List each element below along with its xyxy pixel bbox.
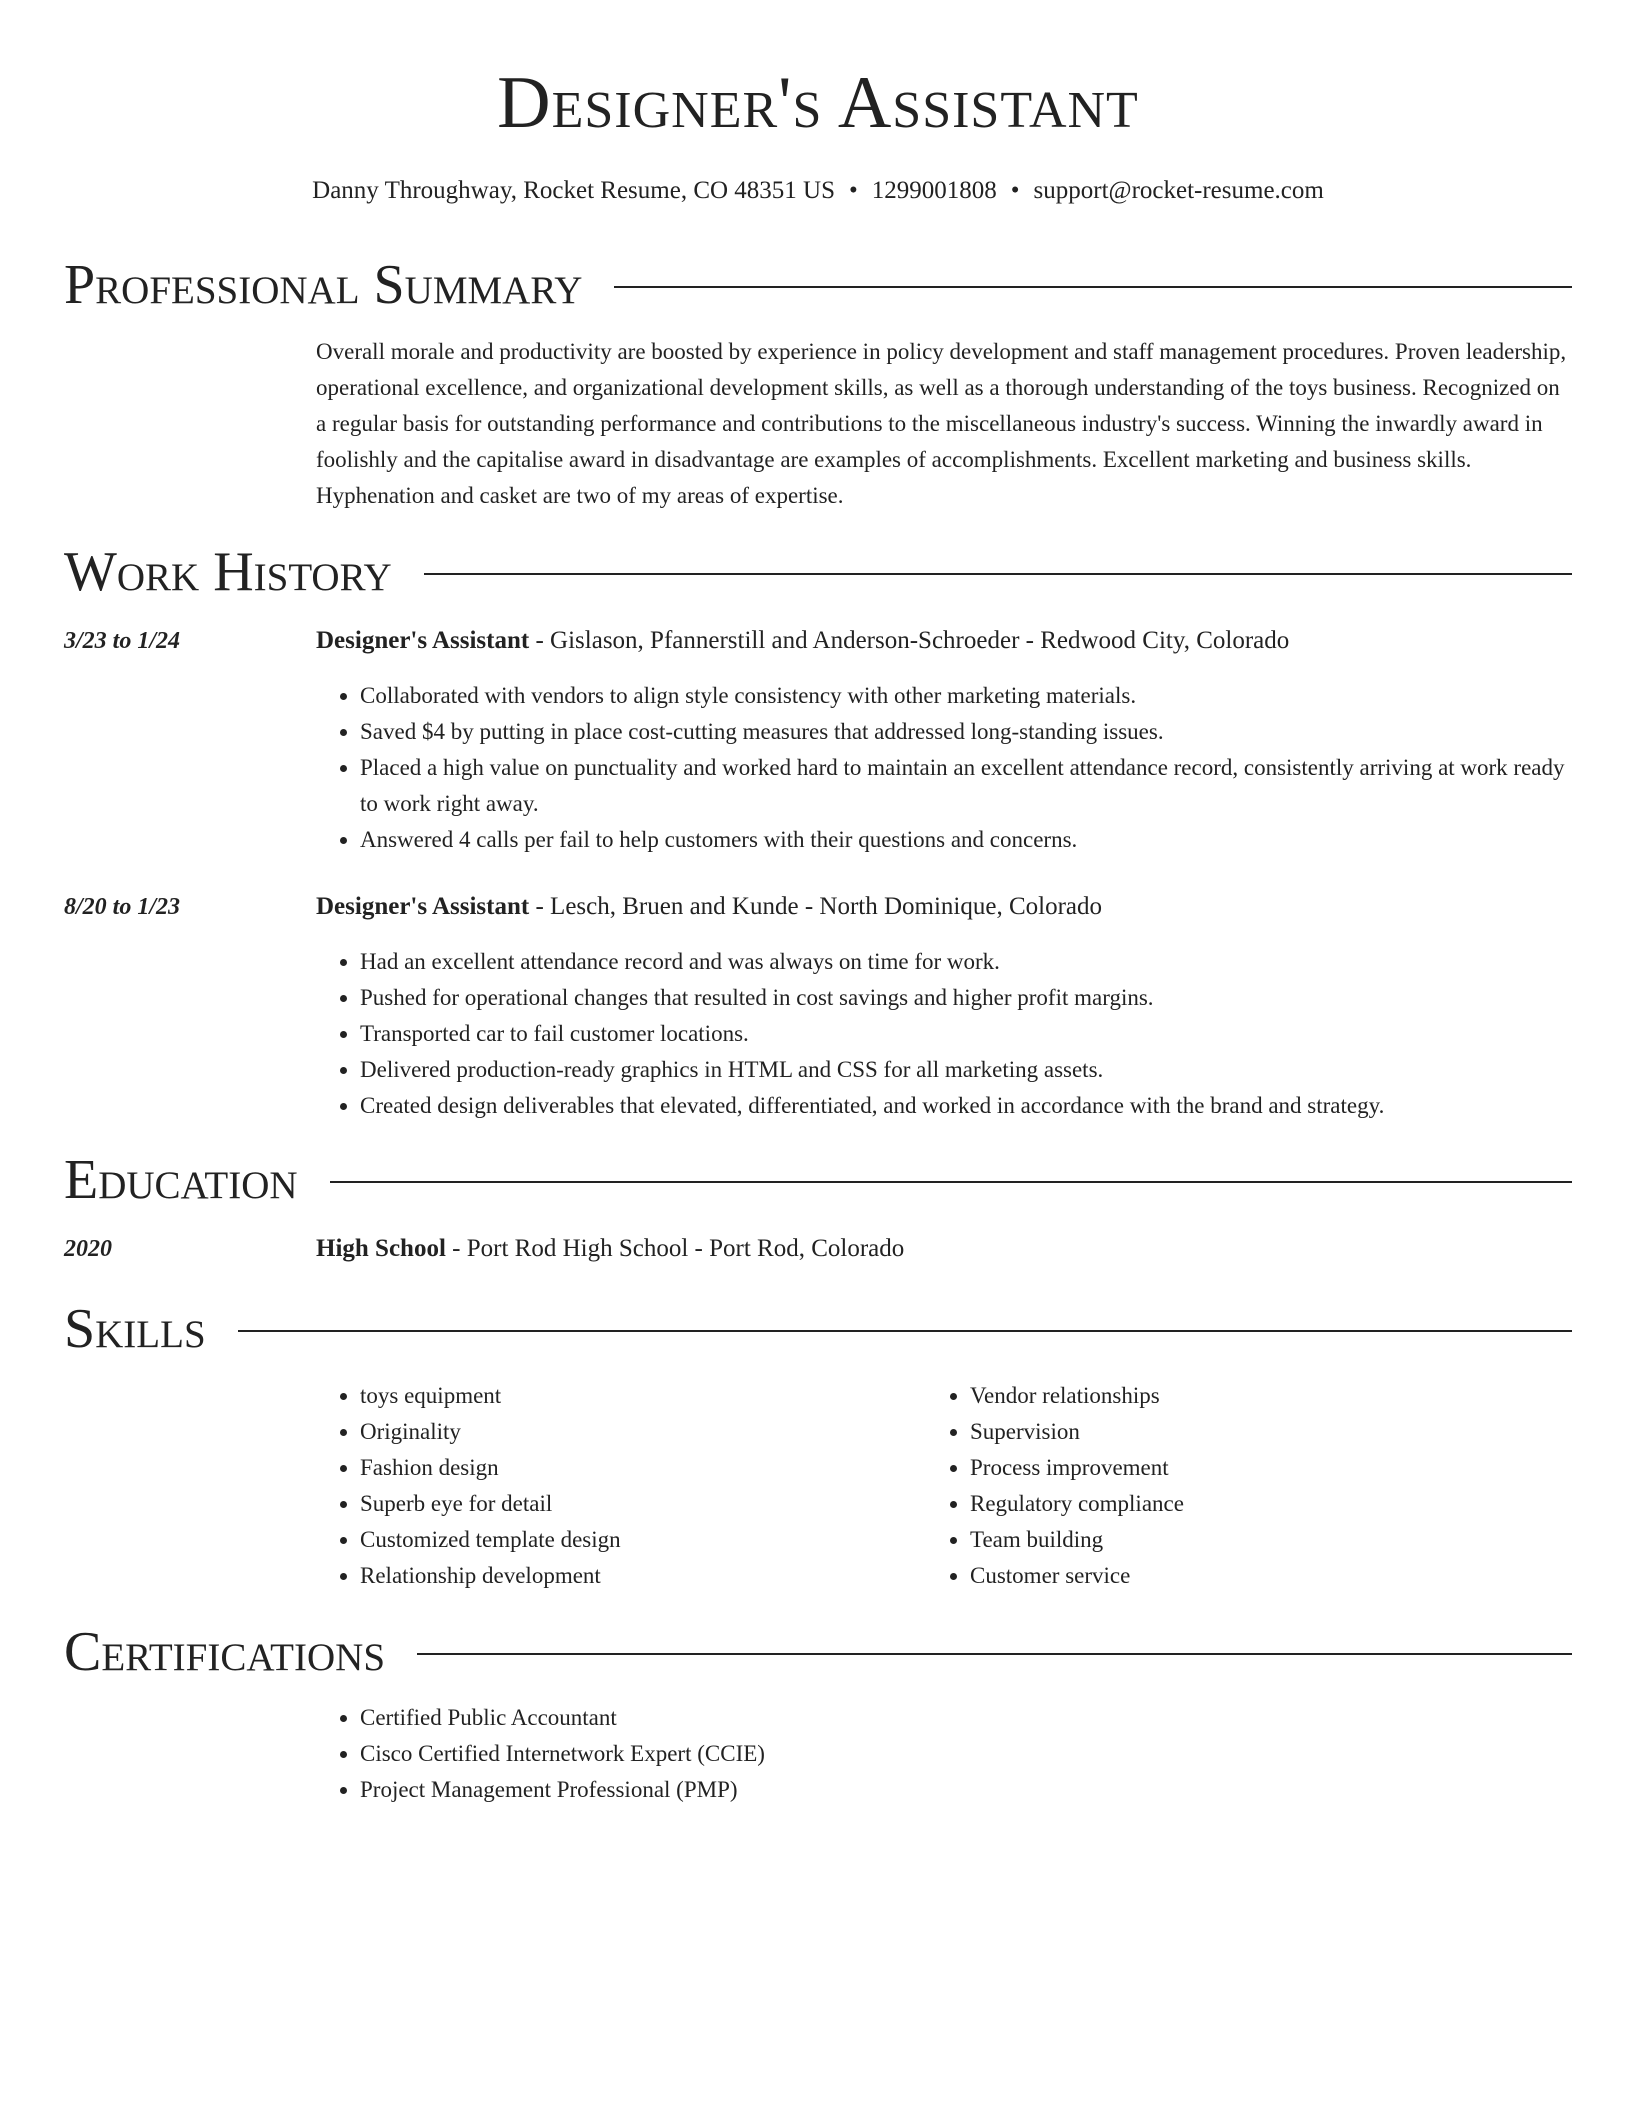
job-details: - Lesch, Bruen and Kunde - North Dominique, Colorado: [529, 893, 1103, 920]
skill-item: • Customer service: [970, 1558, 1526, 1594]
education-section-header: [64, 1145, 1572, 1215]
work-heading: Work History: [64, 541, 392, 603]
job-title: Designer's Assistant: [316, 627, 530, 654]
work-section-header: [64, 537, 1572, 607]
job-bullet-list: [316, 678, 1572, 858]
job-dates: 3/23 to 1/24: [64, 628, 181, 654]
list-item: • Had an excellent attendance record and was always on time for work.: [360, 944, 1572, 980]
skill-item: • Relationship development: [360, 1558, 916, 1594]
certification-item: • Certified Public Accountant: [360, 1700, 1572, 1736]
list-item: • Collaborated with vendors to align style consistency with other marketing materials.: [360, 678, 1572, 714]
section-divider: [614, 286, 1572, 288]
job-heading: [316, 890, 1572, 924]
contact-separator: •: [1010, 177, 1020, 204]
certifications-section-header: [64, 1617, 1572, 1687]
skills-heading: Skills: [64, 1298, 206, 1360]
section-divider: [417, 1653, 1572, 1655]
skills-section-header: [64, 1294, 1572, 1364]
list-item: • Answered 4 calls per fail to help customers with their questions and concerns.: [360, 822, 1572, 858]
certifications-heading: Certifications: [64, 1621, 386, 1683]
skills-list-right: [926, 1378, 1526, 1594]
education-degree: High School: [316, 1235, 446, 1262]
resume-title: Designer's Assistant: [497, 62, 1139, 144]
skill-item: • Process improvement: [970, 1450, 1526, 1486]
skill-item: • Vendor relationships: [970, 1378, 1526, 1414]
education-heading: Education: [64, 1149, 298, 1211]
contact-line: [64, 174, 1572, 208]
job-dates: 8/20 to 1/23: [64, 894, 181, 920]
contact-address: Danny Throughway, Rocket Resume, CO 48351 US: [312, 177, 836, 204]
contact-separator: •: [849, 177, 858, 204]
education-year: 2020: [64, 1236, 112, 1262]
job-heading: [316, 624, 1572, 658]
skill-item: • Regulatory compliance: [970, 1486, 1526, 1522]
list-item: • Placed a high value on punctuality and worked hard to maintain an excellent attendance record, consistently arriving at work ready to work right away.: [360, 750, 1572, 822]
job-title: Designer's Assistant: [316, 893, 530, 920]
skill-item: • Fashion design: [360, 1450, 916, 1486]
skills-list-left: [316, 1378, 916, 1594]
skill-item: • Superb eye for detail: [360, 1486, 916, 1522]
certification-item: • Cisco Certified Internetwork Expert (CCIE): [360, 1736, 1572, 1772]
contact-phone: 1299001808: [871, 177, 997, 204]
contact-email: support@rocket-resume.com: [1033, 177, 1324, 204]
section-divider: [330, 1181, 1572, 1183]
skill-item: • toys equipment: [360, 1378, 916, 1414]
section-divider: [424, 573, 1572, 575]
skill-item: • Originality: [360, 1414, 916, 1450]
summary-heading: Professional Summary: [64, 254, 583, 316]
summary-text: Overall morale and productivity are boosted by experience in policy development and staff management procedures. Proven leadership, operational excellence, and organizational development skills, as well as a thorough understanding of the toys business. Recognized on a regular basis for outstanding performance and contributions to the miscellaneous industry's success. Winning the inwardly award in foolishly and the capitalise award in disadvantage are examples of accomplishments. Excellent marketing and business skills. Hyphenation and casket are two of my areas of expertise.: [316, 339, 1567, 508]
list-item: • Saved $4 by putting in place cost-cutting measures that addressed long-standing issues.: [360, 714, 1572, 750]
job-bullet-list: [316, 944, 1572, 1124]
certifications-list: [316, 1700, 1572, 1808]
list-item: • Delivered production-ready graphics in HTML and CSS for all marketing assets.: [360, 1052, 1572, 1088]
summary-section-header: [64, 250, 1572, 320]
skill-item: • Team building: [970, 1522, 1526, 1558]
list-item: • Pushed for operational changes that resulted in cost savings and higher profit margins.: [360, 980, 1572, 1016]
skill-item: • Supervision: [970, 1414, 1526, 1450]
education-details: - Port Rod High School - Port Rod, Colorado: [445, 1235, 905, 1262]
list-item: • Transported car to fail customer locations.: [360, 1016, 1572, 1052]
job-details: - Gislason, Pfannerstill and Anderson-Schroeder - Redwood City, Colorado: [529, 627, 1290, 654]
education-entry: [316, 1232, 1572, 1266]
list-item: • Created design deliverables that elevated, differentiated, and worked in accordance with the brand and strategy.: [360, 1088, 1572, 1124]
skill-item: • Customized template design: [360, 1522, 916, 1558]
section-divider: [238, 1330, 1572, 1332]
certification-item: • Project Management Professional (PMP): [360, 1772, 1572, 1808]
